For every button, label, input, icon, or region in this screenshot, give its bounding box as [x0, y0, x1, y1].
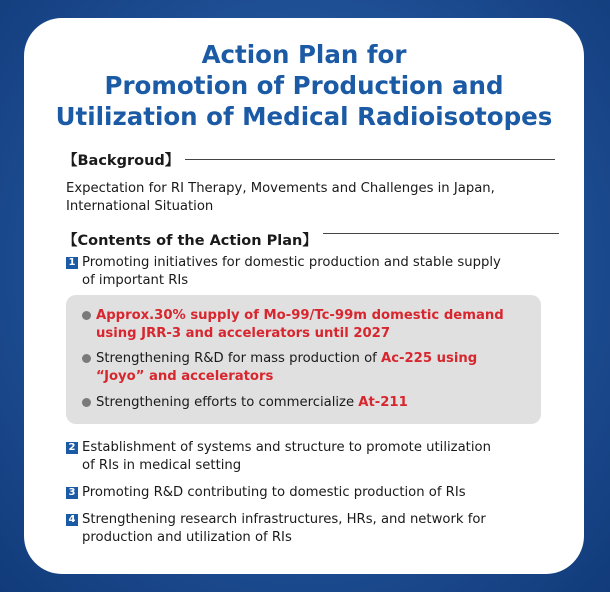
bullet-dot-icon	[82, 354, 91, 363]
item-line-2: of RIs in medical setting	[82, 458, 242, 473]
number-badge: 4	[66, 514, 78, 526]
sub-item-red-text: Ac-225 using	[381, 351, 478, 366]
item-line-2: production and utilization of RIs	[82, 530, 292, 545]
item-line-1: Establishment of systems and structure to promote utilization	[82, 440, 491, 455]
title-line-3: Utilization of Medical Radioisotopes	[55, 102, 553, 131]
background-heading	[63, 149, 555, 170]
sub-item-text: Strengthening R&D for mass production of	[96, 351, 381, 366]
item-line-1: Strengthening research infrastructures, HRs, and network for	[82, 512, 486, 527]
item-line-1: Promoting initiatives for domestic production and stable supply	[82, 255, 501, 270]
sub-item-red-line-2: using JRR-3 and accelerators until 2027	[96, 326, 391, 341]
title-line-2: Promotion of Production and	[104, 71, 504, 100]
list-item	[66, 254, 501, 290]
sub-item-red-line-1: Approx.30% supply of Mo-99/Tc-99m domestic demand	[96, 308, 504, 323]
page-title	[24, 39, 584, 132]
bullet-dot-icon	[82, 398, 91, 407]
item-line-1: Promoting R&D contributing to domestic production of RIs	[82, 485, 466, 500]
background-text-line-2: International Situation	[66, 199, 214, 214]
background-heading-label: 【Backgroud】	[63, 153, 180, 169]
divider-line	[185, 159, 555, 160]
sub-list-item	[82, 350, 526, 386]
bullet-dot-icon	[82, 311, 91, 320]
sub-item-red-line-2: “Joyo” and accelerators	[96, 369, 274, 384]
sub-list-item	[82, 394, 526, 412]
list-item	[66, 511, 486, 547]
list-item	[66, 439, 491, 475]
list-item	[66, 484, 466, 502]
item-line-2: of important RIs	[82, 273, 189, 288]
number-badge: 3	[66, 487, 78, 499]
sub-item-text: Strengthening efforts to commercialize	[96, 395, 359, 410]
action-plan-card	[24, 18, 584, 574]
sub-item-red-text: At-211	[358, 395, 408, 410]
background-text-line-1: Expectation for RI Therapy, Movements and Challenges in Japan,	[66, 181, 495, 196]
divider-line	[323, 233, 559, 234]
contents-heading	[63, 229, 559, 250]
number-badge: 1	[66, 257, 78, 269]
title-line-1: Action Plan for	[201, 40, 407, 69]
background-text	[66, 180, 495, 216]
contents-heading-label: 【Contents of the Action Plan】	[63, 233, 317, 249]
highlight-box	[66, 295, 541, 424]
sub-list-item	[82, 307, 526, 343]
number-badge: 2	[66, 442, 78, 454]
